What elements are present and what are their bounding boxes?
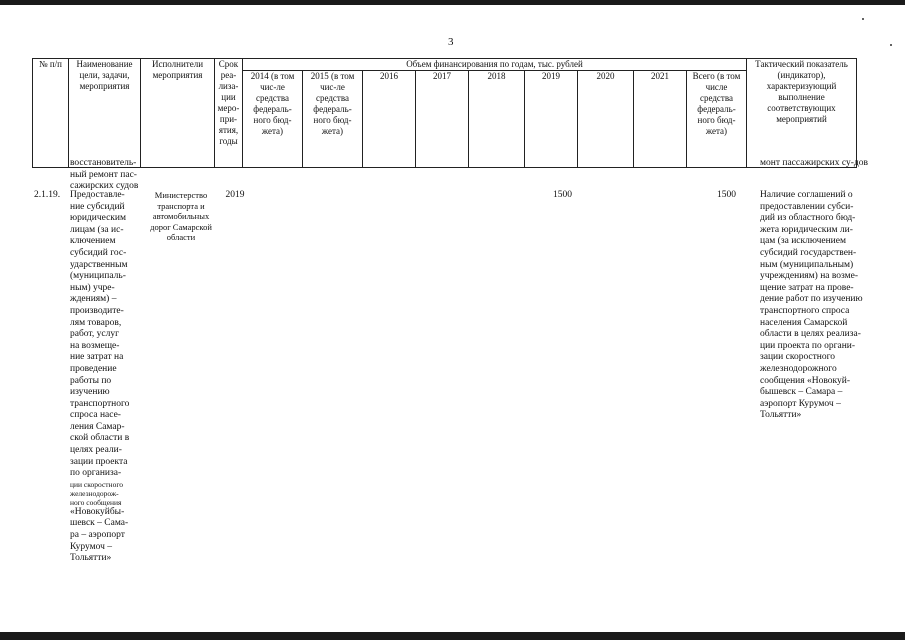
name-line: проведение [70,363,117,374]
name-line: зации проекта [70,456,128,467]
col-2021: 2021 [634,71,687,168]
col-executor: Исполнители мероприятия [141,59,215,168]
indicator-line: железнодорожного [760,363,837,374]
indicator-line: зации скоростного [760,352,836,363]
funding-table [32,58,857,168]
row-total: 1500 [717,190,736,200]
col-funding: Объем финансирования по годам, тыс. рублей [243,59,747,71]
name-line: транспортного [70,398,130,409]
indicator-line: населения Самарской [760,317,848,328]
col-2017: 2017 [416,71,469,168]
row-2019: 1500 [553,190,572,200]
name-line-small: железнодорож- [70,488,119,498]
indicator-line: субсидий государствен- [760,247,857,258]
col-name: Наименование цели, задачи, мероприятия [69,59,141,168]
col-2014: 2014 (в том чис-ле средства федераль-ного бюд-жета) [243,71,303,168]
name-line: шевск – Сама- [70,518,129,529]
bottom-border [0,632,905,640]
col-2020: 2020 [578,71,634,168]
row-indicator [760,190,885,422]
name-line: лям товаров, [70,317,122,328]
name-line: ударственным [70,259,128,270]
name-tail-lines [70,507,142,565]
row-term: 2019 [225,190,245,200]
name-line: «Новокуйбы- [70,506,125,517]
name-line-small: ного сообщения [70,497,122,507]
name-line: Курумоч – [70,541,113,552]
header-row [33,59,857,71]
row-name [70,190,142,565]
col-2019: 2019 [525,71,578,168]
col-term: Срок реа-лиза-ции меро-при-ятия, годы [215,59,243,168]
name-line: юридическим [70,213,127,224]
name-line: ской области в [70,433,130,444]
col-total: Всего (в том числе средства федераль-ного бюд-жета) [687,71,747,168]
col-2018: 2018 [469,71,525,168]
indicator-line: ции проекта по органи- [760,340,856,351]
name-line: на возмеще- [70,340,120,351]
name-line: ждениям) – [70,294,117,305]
indicator-line: щение затрат на прове- [760,282,854,293]
indicator-line: транспортного спроса [760,305,850,316]
indicator-line: жета юридическим ли- [760,224,853,235]
name-line: Тольятти» [70,553,112,564]
continued-indicator: монт пассажирских су-дов [760,158,868,168]
page-number: 3 [448,36,454,48]
continued-name: восстановитель-ный ремонт пас-сажирских судов [70,158,139,192]
name-line: изучению [70,387,110,398]
col-num: № п/п [33,59,69,168]
name-line: ние субсидий [70,201,125,212]
name-line: ным) учре- [70,282,115,293]
name-line: ления Самар- [70,421,125,432]
col-2015: 2015 (в том чис-ле средства федераль-ного бюд-жета) [303,71,363,168]
name-line: ключением [70,236,116,247]
name-line: работ, услуг [70,329,119,340]
indicator-line: учреждениям) на возме- [760,271,859,282]
scan-speck [862,18,864,20]
row-executor: Министерство транспорта и автомобильных дорог Самарской области [150,190,212,242]
col-indicator: Тактический показатель (индикатор), характеризующий выполнение соответствующих мероприятий [747,59,857,168]
name-line: Предоставле- [70,190,125,200]
indicator-line: дий из областного бюд- [760,213,856,224]
indicator-line: бышевск – Самара – [760,387,843,398]
row-number: 2.1.19. [34,190,61,200]
name-line: целях реали- [70,445,122,456]
top-border [0,0,905,5]
name-line: ра – аэропорт [70,530,125,541]
name-lines [70,190,142,480]
indicator-line: области в целях реализа- [760,329,861,340]
name-line: производите- [70,305,124,316]
indicator-line: сообщения «Новокуй- [760,375,851,386]
name-line-small: ции скоростного [70,479,123,489]
name-small-lines [70,480,142,507]
name-line: ние затрат на [70,352,124,363]
indicator-line: Наличие соглашений о [760,190,853,200]
scan-speck [890,44,892,46]
indicator-line: Тольятти» [760,410,802,421]
indicator-line: ным (муниципальным) [760,259,854,270]
name-line: лицам (за ис- [70,224,124,235]
indicator-line: дение работ по изучению [760,294,863,305]
name-line: по организа- [70,468,122,479]
indicator-line: цам (за исключением [760,236,846,247]
col-2016: 2016 [363,71,416,168]
indicator-line: аэропорт Курумоч – [760,398,841,409]
indicator-line: предоставлении субси- [760,201,854,212]
name-line: субсидий гос- [70,247,127,258]
name-line: спроса насе- [70,410,121,421]
name-line: работы по [70,375,112,386]
name-line: (муниципаль- [70,271,126,282]
